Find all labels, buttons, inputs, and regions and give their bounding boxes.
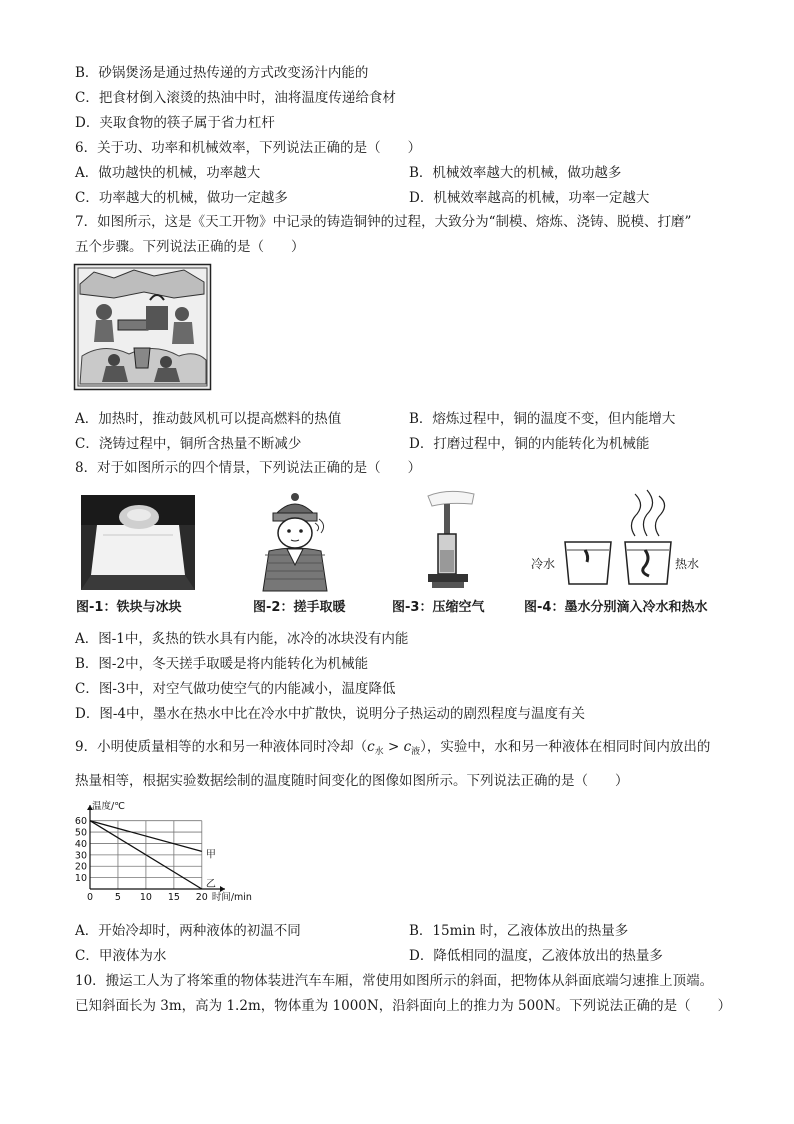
- q5-option-b: B．砂锅煲汤是通过热传递的方式改变汤汁内能的: [75, 65, 369, 81]
- figure-1-iron-ice-photo: [81, 495, 195, 590]
- q8-option-b: B．图-2中，冬天搓手取暖是将内能转化为机械能: [75, 656, 369, 672]
- q8-option-d: D．图-4中，墨水在热水中比在冷水中扩散快，说明分子热运动的剧烈程度与温度有关: [75, 706, 585, 722]
- greater-than: >: [383, 739, 404, 755]
- q9-stem-line1: [75, 738, 710, 761]
- q6-stem: 6．关于功、功率和机械效率，下列说法正确的是（ ）: [75, 140, 422, 156]
- series-label-2: 乙: [205, 879, 216, 890]
- q7-option-a: A．加热时，推动鼓风机可以提高燃料的热值: [75, 411, 342, 427]
- q7-option-d: D．打磨过程中，铜的内能转化为机械能: [409, 436, 650, 452]
- q7-stem-line1: 7．如图所示，这是《天工开物》中记录的铸造铜钟的过程，大致分为“制模、熔炼、浇铸、脱模、打磨”: [75, 214, 692, 230]
- y-tick-label: 50: [74, 827, 87, 839]
- figure-4-ink-diffusion-drawing: [527, 488, 717, 591]
- y-tick-label: 30: [74, 850, 87, 862]
- q7-option-c: C．浇铸过程中，铜所含热量不断减少: [75, 436, 302, 452]
- q7-stem-line2: 五个步骤。下列说法正确的是（ ）: [75, 239, 305, 255]
- label-hot-water: 热水: [675, 557, 700, 571]
- q5-option-d: D．夹取食物的筷子属于省力杠杆: [75, 115, 275, 131]
- figure-3-compressed-air-apparatus: [418, 490, 478, 591]
- y-tick-label: 40: [74, 838, 87, 850]
- x-tick-label: 0: [86, 892, 94, 903]
- q8-option-a: A．图-1中，炙热的铁水具有内能，冰冷的冰块没有内能: [75, 631, 409, 647]
- q9-stem-part1: 9．小明使质量相等的水和另一种液体同时冷却（: [75, 739, 368, 755]
- figure-2-rubbing-hands-drawing: [257, 493, 333, 591]
- q6-option-b: B．机械效率越大的机械，做功越多: [409, 165, 622, 181]
- x-tick-label: 15: [167, 892, 180, 903]
- y-axis-label: 温度/℃: [92, 801, 125, 812]
- subscript-liquid: 液: [411, 747, 421, 757]
- q10-stem-line1: 10．搬运工人为了将笨重的物体装进汽车车厢，常使用如图所示的斜面，把物体从斜面底端匀速推上顶端。: [75, 973, 714, 989]
- c-liquid-symbol: c: [403, 739, 412, 755]
- x-tick-label: 5: [114, 892, 121, 903]
- figure-2-caption: 图-2：搓手取暖: [253, 600, 346, 615]
- y-tick-label: 10: [74, 873, 87, 885]
- series-label-1: 甲: [205, 849, 216, 861]
- x-tick-label: 10: [139, 892, 152, 903]
- subscript-water: 水: [374, 747, 384, 757]
- q7-option-b: B．熔炼过程中，铜的温度不变，但内能增大: [409, 411, 676, 427]
- q6-option-d: D．机械效率越高的机械，功率一定越大: [409, 190, 650, 206]
- x-axis-label: 时间/min: [211, 892, 252, 903]
- q5-option-c: C．把食材倒入滚烫的热油中时，油将温度传递给食材: [75, 90, 396, 106]
- y-tick-label: 60: [74, 816, 87, 828]
- figure-4-caption: 图-4：墨水分别滴入冷水和热水: [524, 600, 708, 615]
- q10-stem-line2: 已知斜面长为 3m，高为 1.2m，物体重为 1000N，沿斜面向上的推力为 500N。下列说法正确的是（ ）: [75, 998, 732, 1014]
- q8-stem: 8．对于如图所示的四个情景，下列说法正确的是（ ）: [75, 460, 422, 476]
- q9-option-a: A．开始冷却时，两种液体的初温不同: [75, 923, 301, 939]
- q6-option-c: C．功率越大的机械，做功一定越多: [75, 190, 288, 206]
- q9-option-c: C．甲液体为水: [75, 948, 167, 964]
- q9-option-b: B．15min 时，乙液体放出的热量多: [409, 923, 629, 939]
- label-cold-water: 冷水: [531, 557, 556, 571]
- q9-option-d: D．降低相同的温度，乙液体放出的热量多: [409, 948, 663, 964]
- bell-casting-illustration: [74, 264, 211, 390]
- figure-1-caption: 图-1：铁块与冰块: [76, 600, 182, 615]
- q6-option-a: A．做功越快的机械，功率越大: [75, 165, 261, 181]
- x-tick-label: 20: [195, 892, 208, 903]
- q8-option-c: C．图-3中，对空气做功使空气的内能减小，温度降低: [75, 681, 396, 697]
- y-tick-label: 20: [74, 861, 87, 873]
- q9-stem-line2: 热量相等，根据实验数据绘制的温度随时间变化的图像如图所示。下列说法正确的是（ ）: [75, 773, 629, 789]
- figure-3-caption: 图-3：压缩空气: [392, 600, 485, 615]
- q9-stem-part2: ），实验中，水和另一种液体在相同时间内放出的: [420, 739, 711, 755]
- temperature-time-chart: [68, 799, 252, 909]
- c-water-symbol: c: [367, 739, 375, 755]
